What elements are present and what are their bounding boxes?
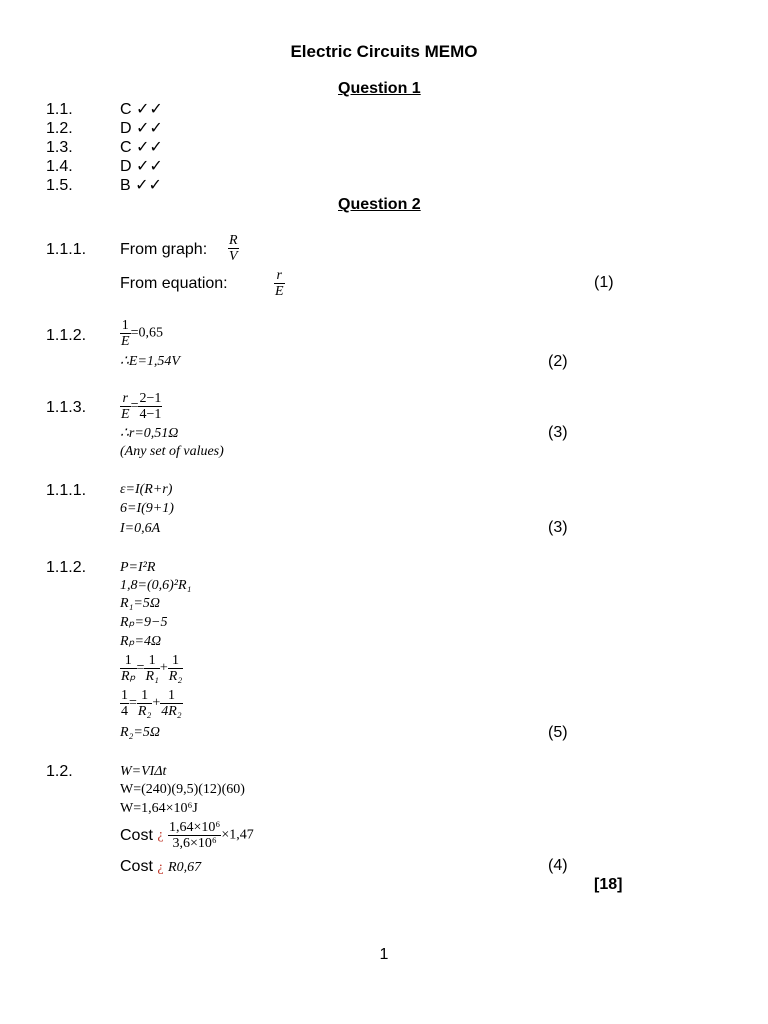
equation-line: W=1,64×10⁶J	[120, 801, 198, 816]
q2-section-number: 1.2.	[46, 763, 73, 780]
q1-item-number: 1.2.	[46, 120, 73, 137]
q1-item-answer: D ✓✓	[120, 158, 163, 175]
equation-fraction	[274, 268, 285, 299]
fraction-numerator: 1	[171, 653, 179, 668]
fraction-numerator: 1	[121, 688, 128, 703]
q1-item-answer: C ✓✓	[120, 139, 163, 156]
fraction-denominator: V	[229, 249, 238, 264]
equation-line: I=0,6A	[120, 521, 161, 536]
fraction-numerator: 1,64×10⁶	[169, 820, 221, 835]
fraction-denominator: 3,6×10⁶	[168, 835, 221, 851]
fraction-numerator: 1	[148, 653, 156, 668]
note-line: (Any set of values)	[120, 444, 224, 459]
cost-label: Cost	[120, 827, 153, 844]
equation-line: ∴r=0,51Ω	[120, 426, 179, 441]
total-marks: [18]	[594, 876, 623, 893]
equation-line: ε=I(R+r)	[120, 482, 173, 497]
q1-item-answer: C ✓✓	[120, 101, 163, 118]
mark-allocation: (3)	[548, 424, 568, 441]
fraction-denominator: E	[275, 284, 284, 299]
fraction-numerator: 1	[124, 653, 132, 668]
cost-equation	[120, 820, 254, 851]
mark-allocation: (3)	[548, 519, 568, 536]
q1-item-number: 1.3.	[46, 139, 73, 156]
fraction-numerator: 1	[141, 688, 149, 703]
equation-line: Rₚ=4Ω	[120, 634, 162, 649]
page-number: 1	[379, 946, 389, 963]
fraction-denominator: E	[121, 407, 130, 422]
fraction-denominator: R₁	[145, 669, 159, 684]
equation-line	[120, 318, 163, 349]
question-mark-glyph: ¿	[157, 860, 164, 875]
fraction-numerator: r	[122, 391, 128, 406]
q2-section-number: 1.1.1.	[46, 241, 87, 258]
equation-line: W=VIΔt	[120, 764, 167, 779]
question-2-heading: Question 2	[338, 196, 421, 213]
mark-allocation: (4)	[548, 857, 568, 874]
equation-line: P=I²R	[120, 560, 156, 575]
q2-section-number: 1.1.2.	[46, 327, 87, 344]
cost-multiplier: ×1,47	[221, 827, 254, 843]
fraction-denominator: E	[121, 334, 130, 349]
q2-section-number: 1.1.2.	[46, 559, 87, 576]
equation-line: $\frac{1}{\text{Rₚ}}$ = $\frac{1}{\text{R₁}}$ + $\frac{1}{\text{R₂}}$	[121, 653, 183, 684]
fraction-denominator: 4R₂	[161, 704, 182, 719]
graph-fraction	[228, 233, 239, 264]
q2-section-number: 1.1.1.	[46, 482, 87, 499]
from-graph-label: From graph:	[120, 241, 208, 258]
equation-line: 1,8=(0,6)²R₁	[120, 578, 192, 593]
fraction-numerator: 1	[167, 688, 175, 703]
mark-allocation: (2)	[548, 353, 568, 370]
fraction-numerator: 2−1	[139, 391, 162, 406]
question-1-heading: Question 1	[338, 80, 421, 97]
equation-line: $\frac{1}{4}$ = $\frac{1}{\text{R₂}}$ + $\frac{1}{\text{4R₂}}$	[121, 688, 182, 719]
equation-line: W=(240)(9,5)(12)(60)	[120, 782, 245, 797]
cost-label: Cost	[120, 858, 153, 875]
equation-rest: =0,65	[130, 325, 163, 341]
q2-section-number: 1.1.3.	[46, 399, 87, 416]
mark-allocation: (1)	[594, 274, 614, 291]
equation-line: $\frac{r}{E}$ = $\frac{2-1}{4-1}$	[121, 391, 162, 422]
equation-line: R₁=5Ω	[120, 596, 160, 611]
mark-allocation: (5)	[548, 724, 568, 741]
q1-item-number: 1.4.	[46, 158, 73, 175]
cost-result	[120, 857, 201, 876]
equation-line: 6=I(9+1)	[120, 501, 174, 516]
fraction-numerator: r	[276, 268, 282, 283]
equation-line: R₂=5Ω	[120, 725, 160, 740]
q1-item-answer: B ✓✓	[120, 177, 162, 194]
question-mark-glyph: ¿	[157, 827, 164, 843]
fraction-denominator: 4	[121, 704, 128, 719]
fraction-denominator: R₂	[168, 669, 183, 684]
equation-line: ∴E=1,54V	[120, 354, 180, 369]
equation-line: Rₚ=9−5	[120, 615, 168, 630]
from-equation-label: From equation:	[120, 275, 228, 292]
fraction-numerator: R	[229, 233, 238, 248]
q1-item-number: 1.1.	[46, 101, 73, 118]
fraction-numerator: 1	[121, 318, 129, 333]
page-title: Electric Circuits MEMO	[290, 42, 478, 61]
fraction-denominator: 4−1	[139, 407, 162, 422]
fraction-denominator: Rₚ	[121, 669, 136, 684]
fraction-denominator: R₂	[137, 704, 152, 719]
q1-item-answer: D ✓✓	[120, 120, 163, 137]
cost-value: R0,67	[168, 860, 202, 875]
q1-item-number: 1.5.	[46, 177, 73, 194]
